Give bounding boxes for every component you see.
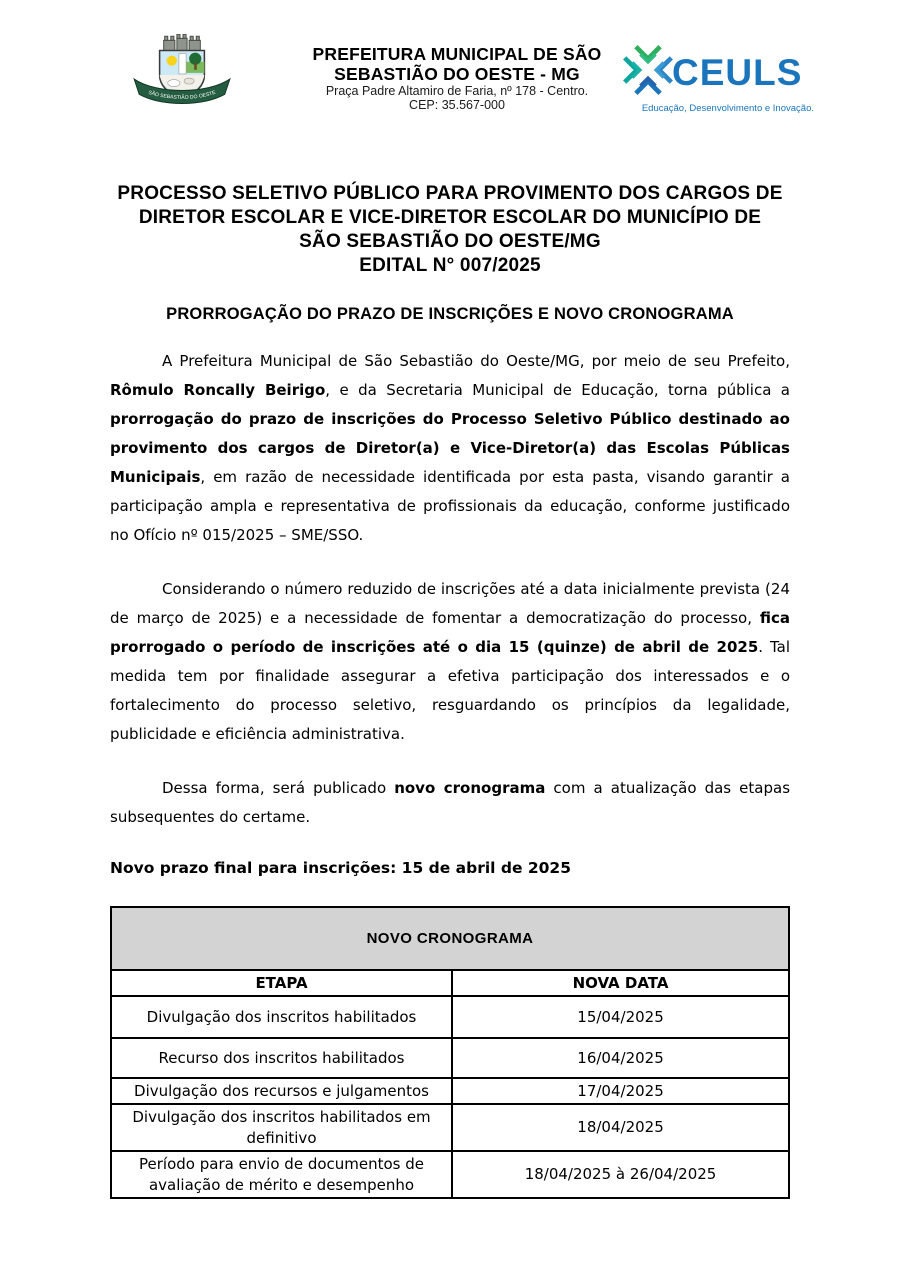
table-row	[111, 1151, 789, 1198]
col-header-nova-data: NOVA DATA	[452, 970, 789, 996]
cronograma-rows	[111, 996, 789, 1198]
nova-data-cell: 17/04/2025	[452, 1078, 789, 1104]
org-name-line2: SEBASTIÃO DO OESTE - MG	[334, 64, 580, 84]
ceuls-tagline: Educação, Desenvolvimento e Inovação.	[641, 103, 814, 114]
cronograma-table	[110, 906, 790, 1199]
table-title: NOVO CRONOGRAMA	[111, 907, 789, 970]
title-line-4: EDITAL N° 007/2025	[359, 255, 541, 276]
col-header-etapa: ETAPA	[111, 970, 452, 996]
paragraph-1: A Prefeitura Municipal de São Sebastião do Oeste/MG, por meio de seu Prefeito, Rômulo Roncally Beirigo, e da Secretaria Municipal de Educação, torna pública a prorrogação do prazo de inscrições do Processo Seletivo Público destinado ao provimento dos cargos de Diretor(a) e Vice-Diretor(a) das Escolas Públicas Municipais, em razão de necessidade identificada por esta pasta, visando garantir a participação ampla e representativa de profissionais da educação, conforme justificado no Ofício nº 015/2025 – SME/SSO.	[110, 352, 790, 544]
table-row	[111, 1038, 789, 1078]
paragraph-2: Considerando o número reduzido de inscrições até a data inicialmente prevista (24 de março de 2025) e a necessidade de fomentar a democratização do processo, fica prorrogado o período de inscrições até o dia 15 (quinze) de abril de 2025. Tal medida tem por finalidade assegurar a efetiva participação dos interessados e o fortalecimento do processo seletivo, resguardando os princípios da legalidade, publicidade e eficiência administrativa.	[110, 580, 790, 743]
document-body	[0, 182, 900, 1199]
nova-data-cell: 18/04/2025 à 26/04/2025	[452, 1151, 789, 1198]
etapa-cell: Divulgação dos recursos e julgamentos	[111, 1078, 452, 1104]
ceuls-logo	[620, 42, 816, 114]
nova-data-cell: 18/04/2025	[452, 1104, 789, 1151]
document-title	[110, 182, 790, 278]
deadline-line: Novo prazo final para inscrições: 15 de abril de 2025	[110, 859, 572, 877]
title-line-1: PROCESSO SELETIVO PÚBLICO PARA PROVIMENTO DOS CARGOS DE	[117, 183, 783, 204]
document-header	[0, 0, 900, 148]
title-line-3: SÃO SEBASTIÃO DO OESTE/MG	[299, 231, 601, 252]
nova-data-cell: 15/04/2025	[452, 996, 789, 1038]
title-line-2: DIRETOR ESCOLAR E VICE-DIRETOR ESCOLAR DO MUNICÍPIO DE	[138, 207, 762, 228]
org-address: Praça Padre Altamiro de Faria, nº 178 - Centro.	[325, 84, 589, 98]
ceuls-wordmark: CEULS	[672, 51, 803, 93]
etapa-cell: Divulgação dos inscritos habilitados em definitivo	[111, 1104, 452, 1151]
org-cep: CEP: 35.567-000	[409, 98, 505, 112]
org-name-line1: PREFEITURA MUNICIPAL DE SÃO	[312, 44, 602, 64]
crest-banner-text: SÃO SEBASTIÃO DO OESTE	[147, 89, 217, 101]
table-row	[111, 1078, 789, 1104]
paragraph-3: Dessa forma, será publicado novo cronograma com a atualização das etapas subsequentes do certame.	[110, 779, 791, 826]
document-subtitle: PRORROGAÇÃO DO PRAZO DE INSCRIÇÕES E NOVO CRONOGRAMA	[166, 305, 734, 323]
table-row	[111, 996, 789, 1038]
etapa-cell: Divulgação dos inscritos habilitados	[111, 996, 452, 1038]
etapa-cell: Recurso dos inscritos habilitados	[111, 1038, 452, 1078]
ceuls-knot-icon	[620, 42, 676, 102]
nova-data-cell: 16/04/2025	[452, 1038, 789, 1078]
table-row	[111, 1104, 789, 1151]
etapa-cell: Período para envio de documentos de avaliação de mérito e desempenho	[111, 1151, 452, 1198]
coat-of-arms-icon	[126, 34, 238, 124]
organization-block	[283, 44, 631, 112]
